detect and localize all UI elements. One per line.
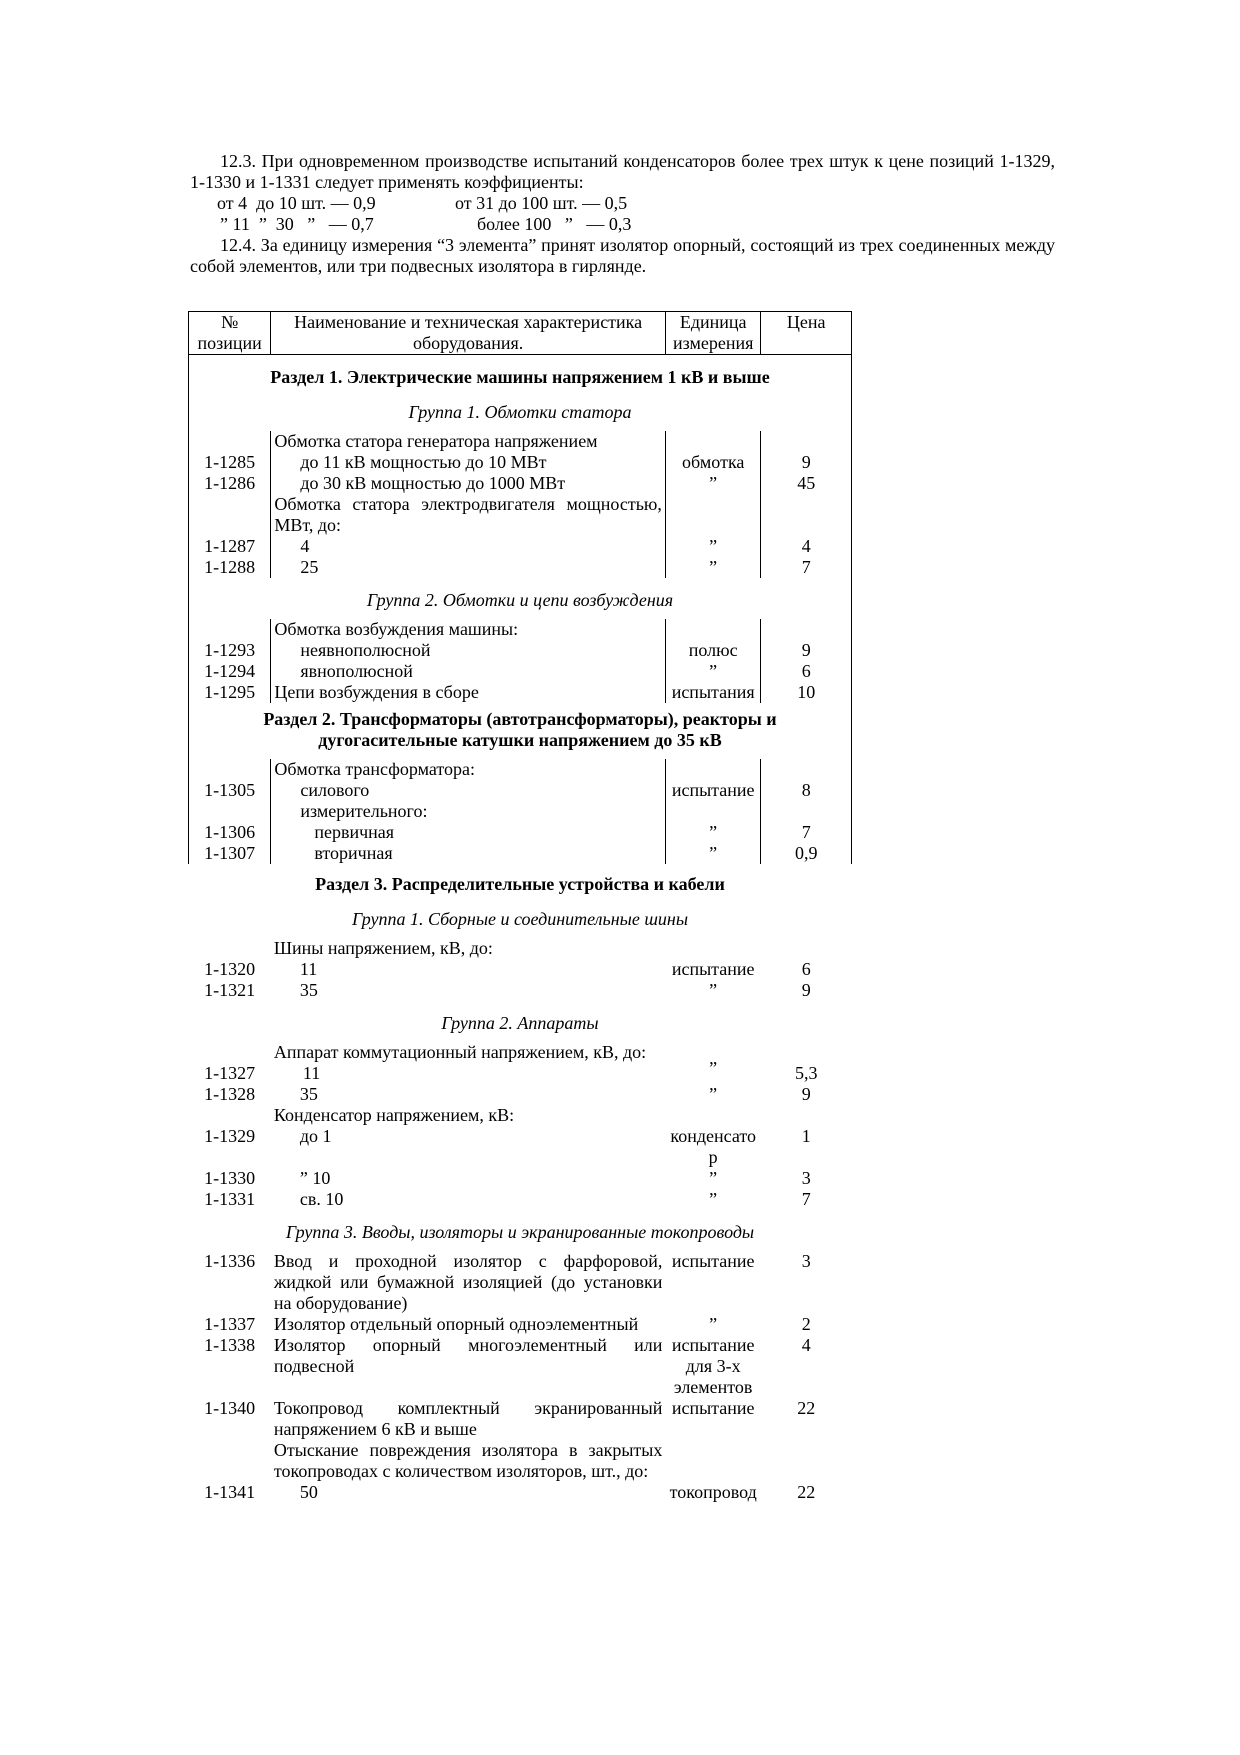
- table-row: 1-1285 до 11 кВ мощностью до 10 МВт обмотка 9: [189, 452, 852, 473]
- section-heading: Раздел 3. Распределительные устройства и кабели: [315, 874, 725, 894]
- coefficient-text: более 100 ” — 0,3: [477, 214, 632, 234]
- table-row: 1-1328 35 ” 9: [204, 1084, 811, 1104]
- table-row: 1-1327 Аппарат коммутационный напряжением, кВ, до: 11 ” 5,3: [204, 1042, 818, 1083]
- row-text: 11: [302, 1063, 321, 1083]
- table-row: 1-1306 первичная ” 7: [189, 822, 852, 843]
- price-table: [188, 311, 852, 1503]
- table-row: 1-1338 Изолятор опорный многоэлементный или подвесной испытание для 3-х элементов 4: [204, 1335, 811, 1397]
- table-row: 1-1286 до 30 кВ мощностью до 1000 МВт ” 45: [189, 473, 852, 494]
- group-heading: Группа 3. Вводы, изоляторы и экранированные токопроводы: [285, 1222, 755, 1242]
- table-row: 1-1336 Ввод и проходной изолятор с фарфоровой, жидкой или бумажной изоляцией (до установки на оборудование) испытание 3: [204, 1251, 811, 1313]
- group-heading: Группа 1. Сборные и соединительные шины: [351, 909, 689, 929]
- table-header: [189, 312, 852, 355]
- group-heading: Группа 2. Аппараты: [441, 1013, 599, 1033]
- coefficient-row: [190, 193, 1055, 214]
- coefficient-text: от 31 до 100 шт. — 0,5: [455, 193, 628, 213]
- table-row: Обмотка статора электродвигателя мощностью, МВт, до:: [189, 494, 852, 536]
- group-heading: Группа 2. Обмотки и цепи возбуждения: [189, 578, 852, 619]
- paragraph-12-4: 12.4. За единицу измерения “3 элемента” принят изолятор опорный, состоящий из трех соединенных между собой элементов, или три подвесных изолятора в гирлянде.: [190, 235, 1055, 276]
- table-row: Конденсатор напряжением, кВ:: [273, 1105, 515, 1125]
- section-heading: Раздел 2. Трансформаторы (автотрансформаторы), реакторы и дугогасительные катушки напряжением до 35 кВ: [189, 703, 852, 759]
- header-price: Цена: [761, 312, 852, 355]
- coefficient-row: [190, 214, 1055, 235]
- table-row: 1-1287 4 ” 4: [189, 536, 852, 557]
- header-name: Наименование и техническая характеристика оборудования.: [271, 312, 666, 355]
- coefficient-text: от 4 до 10 шт. — 0,9: [217, 193, 376, 213]
- header-code: № позиции: [189, 312, 271, 355]
- table-row: 1-1293 неявнополюсной полюс 9: [189, 640, 852, 661]
- table-row: Обмотка трансформатора:: [189, 759, 852, 780]
- coefficient-text: ” 11 ” 30 ” — 0,7: [220, 214, 374, 234]
- paragraph-12-3: 12.3. При одновременном производстве испытаний конденсаторов более трех штук к цене позиций 1-1329, 1-1330 и 1-1331 следует применять коэффициенты:: [190, 151, 1055, 192]
- table-row: Обмотка возбуждения машины:: [189, 619, 852, 640]
- table-row: 1-1288 25 ” 7: [189, 557, 852, 578]
- table-row: 1-1331 св. 10 ” 7: [204, 1189, 811, 1209]
- table-row: 1-1340 Токопровод комплектный экранированный напряжением 6 кВ и выше испытание 22: [204, 1398, 816, 1439]
- header-unit: Единица измерения: [665, 312, 761, 355]
- table-row: 1-1307 вторичная ” 0,9: [189, 843, 852, 864]
- table-row: 1-1341 50 токопровод 22: [204, 1482, 816, 1502]
- table-row: 1-1330 ” 10 ” 3: [204, 1168, 811, 1188]
- table-row: измерительного:: [189, 801, 852, 822]
- table-row: 1-1295 Цепи возбуждения в сборе испытания 10: [189, 682, 852, 703]
- table-row: Обмотка статора генератора напряжением: [189, 431, 852, 452]
- table-row: 1-1320 11 испытание 6: [204, 959, 811, 979]
- table-row: 1-1305 силового испытание 8: [189, 780, 852, 801]
- row-text: Аппарат коммутационный напряжением, кВ, до:: [273, 1042, 647, 1062]
- table-row: 1-1294 явнополюсной ” 6: [189, 661, 852, 682]
- table-row: 1-1321 35 ” 9: [204, 980, 811, 1000]
- group-heading: Группа 1. Обмотки статора: [189, 396, 852, 431]
- table-row: 1-1329 до 1 конденсатор 1: [204, 1126, 811, 1167]
- table-row: 1-1337 Изолятор отдельный опорный одноэлементный ” 2: [204, 1314, 811, 1334]
- intro-text: [190, 151, 1055, 277]
- section-heading: Раздел 1. Электрические машины напряжением 1 кВ и выше: [189, 355, 852, 397]
- table-row: Отыскание повреждения изолятора в закрытых токопроводах с количеством изоляторов, шт., до:: [273, 1440, 663, 1481]
- table-row: Шины напряжением, кВ, до:: [273, 938, 493, 958]
